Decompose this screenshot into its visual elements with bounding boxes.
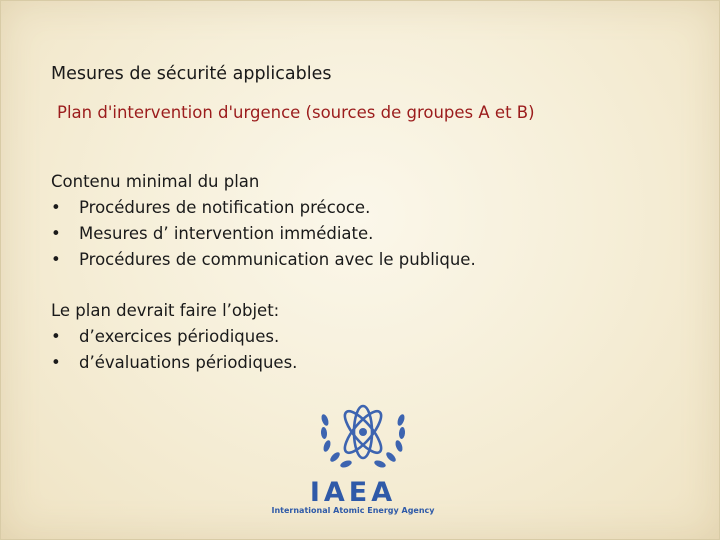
slide-title: Mesures de sécurité applicables <box>51 64 332 84</box>
bullet-icon: • <box>51 250 61 269</box>
iaea-emblem-icon <box>317 398 409 474</box>
list-item <box>51 247 476 273</box>
list-item-text: Mesures d’ intervention immédiate. <box>79 224 374 243</box>
slide-subtitle: Plan d'intervention d'urgence (sources de groupes A et B) <box>57 103 535 122</box>
list-item-text: Procédures de notification précoce. <box>79 198 371 217</box>
bullet-icon: • <box>51 327 61 346</box>
list-item-text: d’évaluations périodiques. <box>79 353 298 372</box>
plan-review-section <box>51 298 297 376</box>
list-item <box>51 350 297 376</box>
list-item-text: Procédures de communication avec le publique. <box>79 250 476 269</box>
list-item-text: d’exercices périodiques. <box>79 327 280 346</box>
iaea-logo-acronym: IAEA <box>309 477 397 508</box>
list-item <box>51 324 297 350</box>
list-item <box>51 195 476 221</box>
iaea-logo-full-name: International Atomic Energy Agency <box>271 506 435 515</box>
bullet-icon: • <box>51 198 61 217</box>
section-heading: Contenu minimal du plan <box>51 172 260 191</box>
list-item <box>51 221 476 247</box>
bullet-icon: • <box>51 353 61 372</box>
minimum-content-section <box>51 169 476 273</box>
bullet-icon: • <box>51 224 61 243</box>
section-heading: Le plan devrait faire l’objet: <box>51 301 280 320</box>
